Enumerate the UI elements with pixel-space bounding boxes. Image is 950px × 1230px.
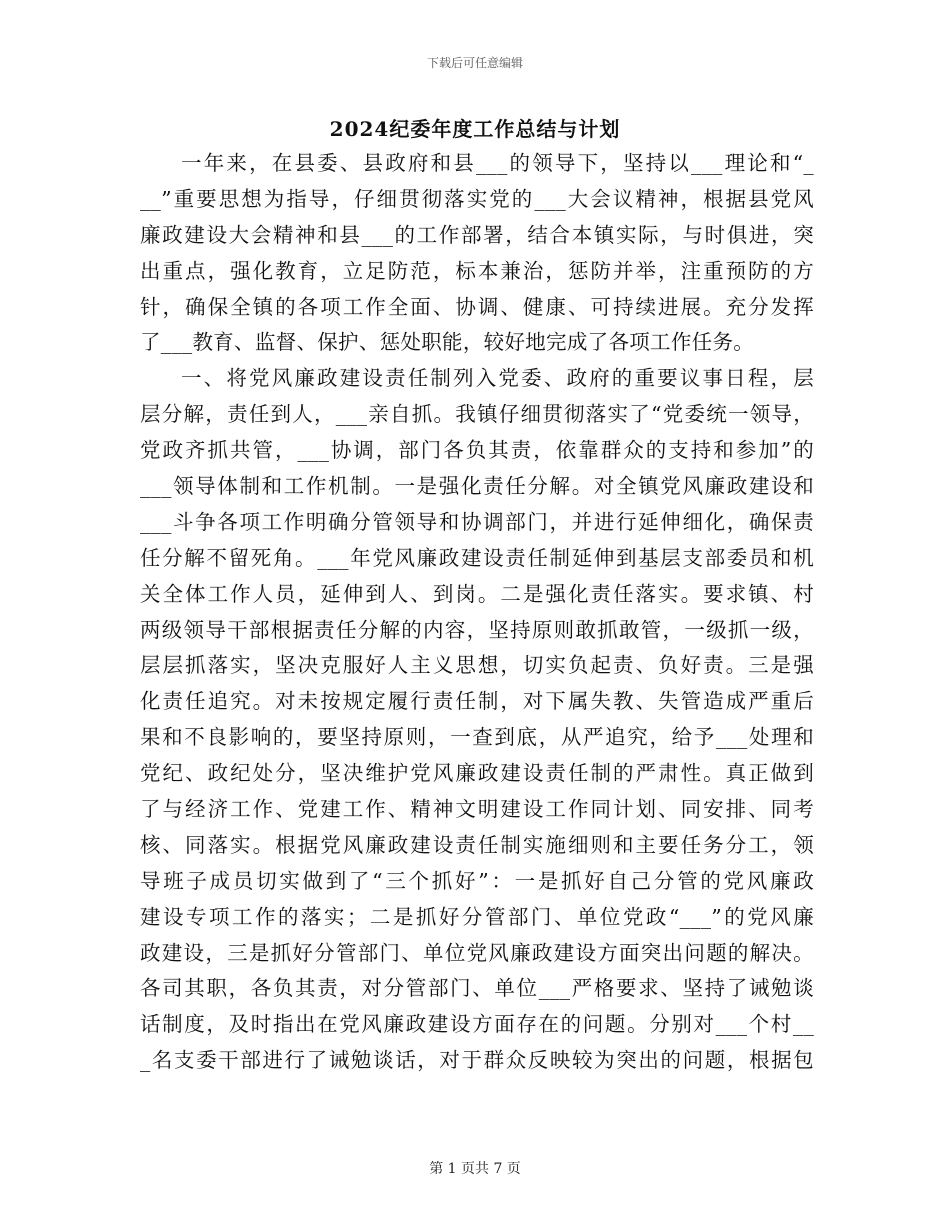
body-line: 果和不良影响的，要坚持原则，一查到底，从严追究，给予___处理和 bbox=[140, 725, 814, 750]
body-line: 出重点，强化教育，立足防范，标本兼治，惩防并举，注重预防的方 bbox=[140, 258, 814, 283]
body-line: _名支委干部进行了诫勉谈话，对于群众反映较为突出的问题，根据包 bbox=[140, 1048, 814, 1073]
body-line: __”重要思想为指导，仔细贯彻落实党的___大会议精神，根据县党风 bbox=[140, 186, 814, 211]
document-title: 2024纪委年度工作总结与计划 bbox=[329, 117, 621, 141]
body-line: 了___教育、监督、保护、惩处职能，较好地完成了各项工作任务。 bbox=[140, 330, 755, 355]
body-line: 任分解不留死角。___年党风廉政建设责任制延伸到基层支部委员和机 bbox=[140, 545, 814, 570]
body-line: 化责任追究。对未按规定履行责任制，对下属失教、失管造成严重后 bbox=[140, 689, 814, 714]
body-line: 廉政建设大会精神和县___的工作部署，结合本镇实际，与时俱进，突 bbox=[140, 222, 814, 247]
body-line: 一、将党风廉政建设责任制列入党委、政府的重要议事日程，层 bbox=[181, 366, 814, 391]
body-line: 层层抓落实，坚决克服好人主义思想，切实负起责、负好责。三是强 bbox=[140, 653, 814, 678]
body-line: 针，确保全镇的各项工作全面、协调、健康、可持续进展。充分发挥 bbox=[140, 294, 814, 319]
body-line: 两级领导干部根据责任分解的内容，坚持原则敢抓敢管，一级抓一级， bbox=[140, 617, 814, 642]
body-line: 党纪、政纪处分，坚决维护党风廉政建设责任制的严肃性。真正做到 bbox=[140, 761, 814, 786]
body-line: ___斗争各项工作明确分管领导和协调部门，并进行延伸细化，确保责 bbox=[140, 509, 814, 534]
body-line: 各司其职，各负其责，对分管部门、单位___严格要求、坚持了诫勉谈 bbox=[140, 976, 814, 1001]
body-line: 关全体工作人员，延伸到人、到岗。二是强化责任落实。要求镇、村 bbox=[140, 581, 814, 606]
body-line: 导班子成员切实做到了“三个抓好”：一是抓好自己分管的党风廉政 bbox=[140, 868, 814, 893]
body-line: 建设专项工作的落实；二是抓好分管部门、单位党政“___”的党风廉 bbox=[140, 904, 814, 929]
body-line: 核、同落实。根据党风廉政建设责任制实施细则和主要任务分工，领 bbox=[140, 832, 814, 857]
body-line: ___领导体制和工作机制。一是强化责任分解。对全镇党风廉政建设和 bbox=[140, 474, 814, 499]
body-line: 了与经济工作、党建工作、精神文明建设工作同计划、同安排、同考 bbox=[140, 797, 814, 822]
body-line: 话制度，及时指出在党风廉政建设方面存在的问题。分别对___个村__ bbox=[140, 1012, 814, 1037]
header-note: 下载后可任意编辑 bbox=[426, 56, 523, 70]
page-footer: 第 1 页共 7 页 bbox=[429, 1161, 521, 1177]
document-body bbox=[140, 146, 814, 1079]
body-line: 党政齐抓共管，___协调，部门各负其责，依靠群众的支持和参加”的 bbox=[140, 438, 814, 463]
body-line: 政建设，三是抓好分管部门、单位党风廉政建设方面突出问题的解决。 bbox=[140, 940, 814, 965]
body-line: 一年来，在县委、县政府和县___的领导下，坚持以___理论和“_ bbox=[181, 151, 814, 175]
body-line: 层分解，责任到人，___亲自抓。我镇仔细贯彻落实了“党委统一领导， bbox=[140, 402, 814, 427]
